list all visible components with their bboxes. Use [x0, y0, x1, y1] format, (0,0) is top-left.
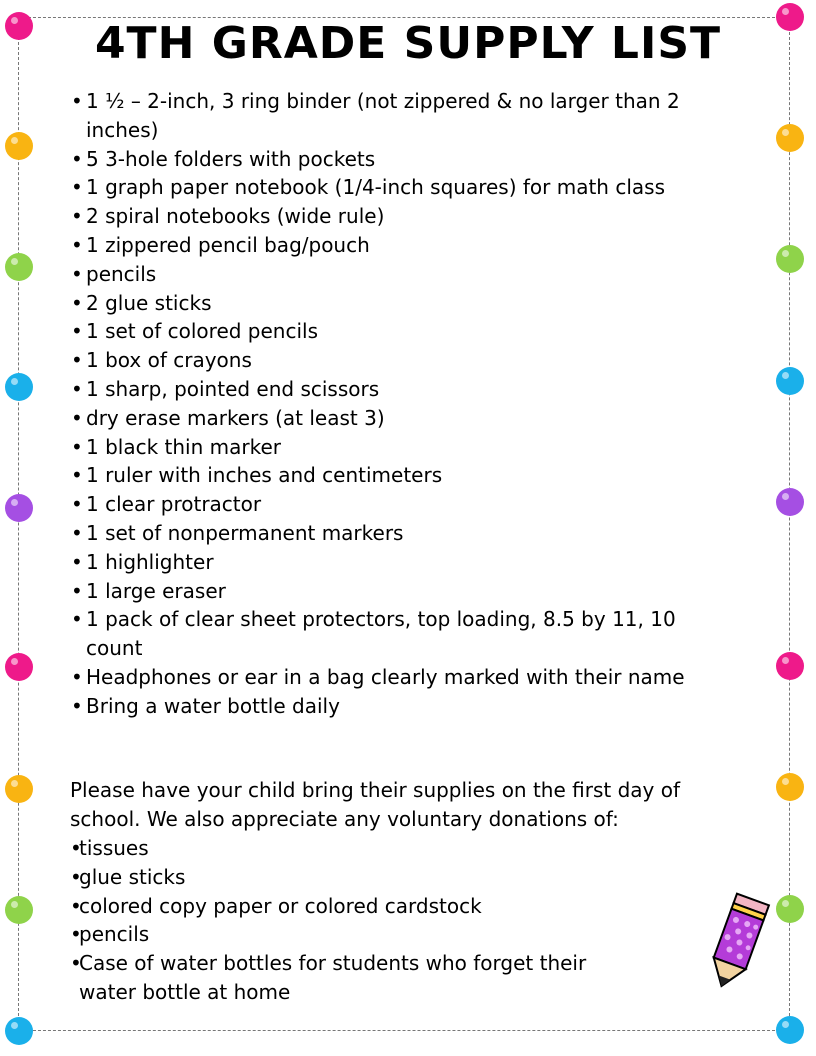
- decor-dot-pink: [5, 653, 33, 681]
- pencil-icon: [690, 888, 780, 998]
- decor-dot-blue: [776, 1016, 804, 1044]
- donation-note: Please have your child bring their supplies on the first day of school. We also appreciate any voluntary donations of:: [70, 778, 681, 831]
- supply-item: • 1 large eraser: [70, 577, 730, 606]
- decor-dot-pink: [776, 652, 804, 680]
- supply-list: [70, 87, 730, 721]
- donation-item: • pencils: [70, 920, 670, 949]
- supply-item: • 1 highlighter: [70, 548, 730, 577]
- supply-item: • 1 ½ – 2-inch, 3 ring binder (not zippered & no larger than 2 inches): [70, 87, 730, 145]
- supply-item: • 1 pack of clear sheet protectors, top loading, 8.5 by 11, 10 count: [70, 605, 730, 663]
- supply-item: • 1 set of colored pencils: [70, 317, 730, 346]
- decor-dot-green: [5, 253, 33, 281]
- decor-dot-green: [776, 895, 804, 923]
- decor-dot-blue: [5, 1017, 33, 1045]
- decor-dot-yellow: [5, 775, 33, 803]
- supply-item: • pencils: [70, 260, 730, 289]
- supply-item: • 2 spiral notebooks (wide rule): [70, 202, 730, 231]
- donation-item: • Case of water bottles for students who forget their water bottle at home: [70, 949, 649, 1007]
- donation-list: [70, 834, 670, 1007]
- decor-dot-blue: [5, 373, 33, 401]
- decor-dot-green: [5, 896, 33, 924]
- page-title: 4TH GRADE SUPPLY LIST: [94, 18, 722, 69]
- supply-item: • Bring a water bottle daily: [70, 692, 730, 721]
- donation-item: • colored copy paper or colored cardstock: [70, 892, 670, 921]
- decor-dot-green: [776, 245, 804, 273]
- supply-item: • 1 zippered pencil bag/pouch: [70, 231, 730, 260]
- supply-item: • 1 set of nonpermanent markers: [70, 519, 730, 548]
- supply-item: • 5 3-hole folders with pockets: [70, 145, 730, 174]
- supply-item: • dry erase markers (at least 3): [70, 404, 730, 433]
- supply-item: • 1 box of crayons: [70, 346, 730, 375]
- supply-item: • 1 sharp, pointed end scissors: [70, 375, 730, 404]
- decor-dot-purple: [5, 494, 33, 522]
- supply-item: • 1 black thin marker: [70, 433, 730, 462]
- supply-item: • 1 clear protractor: [70, 490, 730, 519]
- decor-dot-yellow: [776, 124, 804, 152]
- supply-item: • 1 graph paper notebook (1/4-inch squares) for math class: [70, 173, 730, 202]
- decor-dot-yellow: [776, 773, 804, 801]
- supply-item: • 1 ruler with inches and centimeters: [70, 461, 730, 490]
- donation-item: • tissues: [70, 834, 670, 863]
- decor-dot-yellow: [5, 132, 33, 160]
- decor-dot-purple: [776, 488, 804, 516]
- donation-item: • glue sticks: [70, 863, 670, 892]
- decor-dot-blue: [776, 367, 804, 395]
- supply-item: • Headphones or ear in a bag clearly marked with their name: [70, 663, 730, 692]
- supply-item: • 2 glue sticks: [70, 289, 730, 318]
